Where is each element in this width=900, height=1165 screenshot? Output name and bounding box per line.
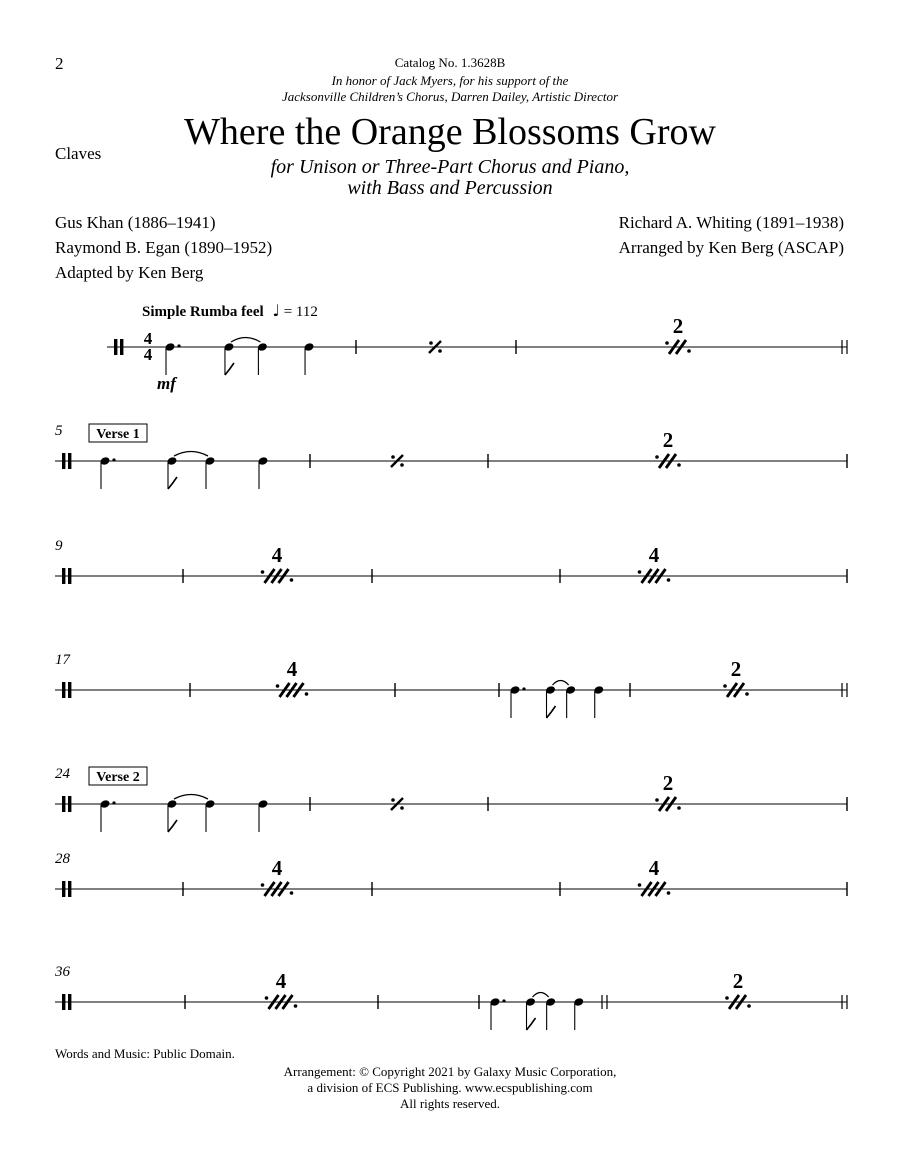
time-signature-numerator: 4 <box>143 329 153 348</box>
tempo-bpm: = 112 <box>283 304 318 320</box>
measure-count: 2 <box>662 771 674 795</box>
piece-title: Where the Orange Blossoms Grow <box>184 111 716 153</box>
simile-dot <box>400 806 404 810</box>
measure-count: 2 <box>672 314 684 338</box>
repeat-dot <box>665 341 669 345</box>
copyright-line: a division of ECS Publishing. www.ecspublishing.com <box>307 1080 593 1095</box>
time-signature-denominator: 4 <box>143 345 153 364</box>
note-flag <box>225 363 234 375</box>
tie <box>174 795 208 800</box>
dynamic-marking: mf <box>157 374 176 393</box>
page-number: 2 <box>55 54 64 73</box>
repeat-dot <box>305 692 309 696</box>
augmentation-dot <box>177 344 180 347</box>
simile-dot <box>400 463 404 467</box>
percussion-clef-icon <box>68 994 71 1010</box>
repeat-dot <box>655 455 659 459</box>
rehearsal-mark: Verse 2 <box>96 770 140 785</box>
credit-line: Adapted by Ken Berg <box>55 263 204 282</box>
simile-dot <box>391 455 395 459</box>
percussion-clef-icon <box>120 339 123 355</box>
footer-public-domain: Words and Music: Public Domain. <box>55 1046 235 1061</box>
repeat-dot <box>638 883 642 887</box>
measure-number: 28 <box>55 851 70 867</box>
percussion-clef-icon <box>62 796 65 812</box>
credit-line: Richard A. Whiting (1891–1938) <box>618 213 844 232</box>
repeat-dot <box>276 684 280 688</box>
subtitle-line: for Unison or Three-Part Chorus and Piano, <box>270 156 630 178</box>
tempo-label: Simple Rumba feel <box>142 304 264 320</box>
tie <box>231 338 260 343</box>
dedication-line: In honor of Jack Myers, for his support of the <box>331 73 569 88</box>
repeat-dot <box>294 1004 298 1008</box>
simile-dot <box>391 798 395 802</box>
augmentation-dot <box>522 687 525 690</box>
percussion-clef-icon <box>68 682 71 698</box>
note-flag <box>168 820 177 832</box>
measure-count: 4 <box>286 657 298 681</box>
measure-count: 2 <box>730 657 742 681</box>
copyright-line: Arrangement: © Copyright 2021 by Galaxy Music Corporation, <box>283 1064 617 1079</box>
repeat-dot <box>667 578 671 582</box>
percussion-clef-icon <box>62 682 65 698</box>
repeat-dot <box>261 570 265 574</box>
repeat-dot <box>745 692 749 696</box>
measure-number: 17 <box>55 652 70 668</box>
repeat-dot <box>677 463 681 467</box>
measure-count: 4 <box>271 856 283 880</box>
repeat-dot <box>725 996 729 1000</box>
repeat-dot <box>723 684 727 688</box>
dedication-line: Jacksonville Children’s Chorus, Darren Dailey, Artistic Director <box>281 89 619 104</box>
repeat-dot <box>290 578 294 582</box>
note-flag <box>168 477 177 489</box>
credit-line: Gus Khan (1886–1941) <box>55 213 216 232</box>
measure-number: 9 <box>55 538 63 554</box>
repeat-dot <box>687 349 691 353</box>
catalog-number: Catalog No. 1.3628B <box>394 55 506 70</box>
tie <box>533 993 549 998</box>
tie <box>553 681 569 686</box>
copyright-line: All rights reserved. <box>399 1096 500 1111</box>
measure-count: 2 <box>732 969 744 993</box>
repeat-dot <box>747 1004 751 1008</box>
repeat-dot <box>290 891 294 895</box>
credit-line: Arranged by Ken Berg (ASCAP) <box>618 238 844 257</box>
simile-dot <box>438 349 442 353</box>
repeat-dot <box>261 883 265 887</box>
subtitle-line: with Bass and Percussion <box>347 177 553 199</box>
measure-number: 36 <box>55 964 70 980</box>
note-flag <box>527 1018 536 1030</box>
measure-number: 5 <box>55 423 63 439</box>
percussion-clef-icon <box>68 796 71 812</box>
augmentation-dot <box>112 458 115 461</box>
repeat-dot <box>677 806 681 810</box>
quarter-note-icon: ♩ <box>272 301 280 320</box>
percussion-clef-icon <box>62 881 65 897</box>
measure-count: 4 <box>648 856 660 880</box>
measure-count: 2 <box>662 428 674 452</box>
percussion-clef-icon <box>68 453 71 469</box>
percussion-clef-icon <box>62 994 65 1010</box>
measure-count: 4 <box>275 969 287 993</box>
augmentation-dot <box>502 999 505 1002</box>
rehearsal-mark: Verse 1 <box>96 427 140 442</box>
augmentation-dot <box>112 801 115 804</box>
repeat-dot <box>655 798 659 802</box>
percussion-clef-icon <box>68 568 71 584</box>
percussion-clef-icon <box>114 339 117 355</box>
instrument-name: Claves <box>55 144 102 163</box>
measure-count: 4 <box>648 543 660 567</box>
percussion-clef-icon <box>62 568 65 584</box>
note-flag <box>547 706 556 718</box>
repeat-dot <box>667 891 671 895</box>
percussion-clef-icon <box>68 881 71 897</box>
simile-dot <box>429 341 433 345</box>
repeat-dot <box>638 570 642 574</box>
credit-line: Raymond B. Egan (1890–1952) <box>55 238 273 257</box>
measure-number: 24 <box>55 766 70 782</box>
measure-count: 4 <box>271 543 283 567</box>
repeat-dot <box>265 996 269 1000</box>
tie <box>174 452 208 457</box>
percussion-clef-icon <box>62 453 65 469</box>
